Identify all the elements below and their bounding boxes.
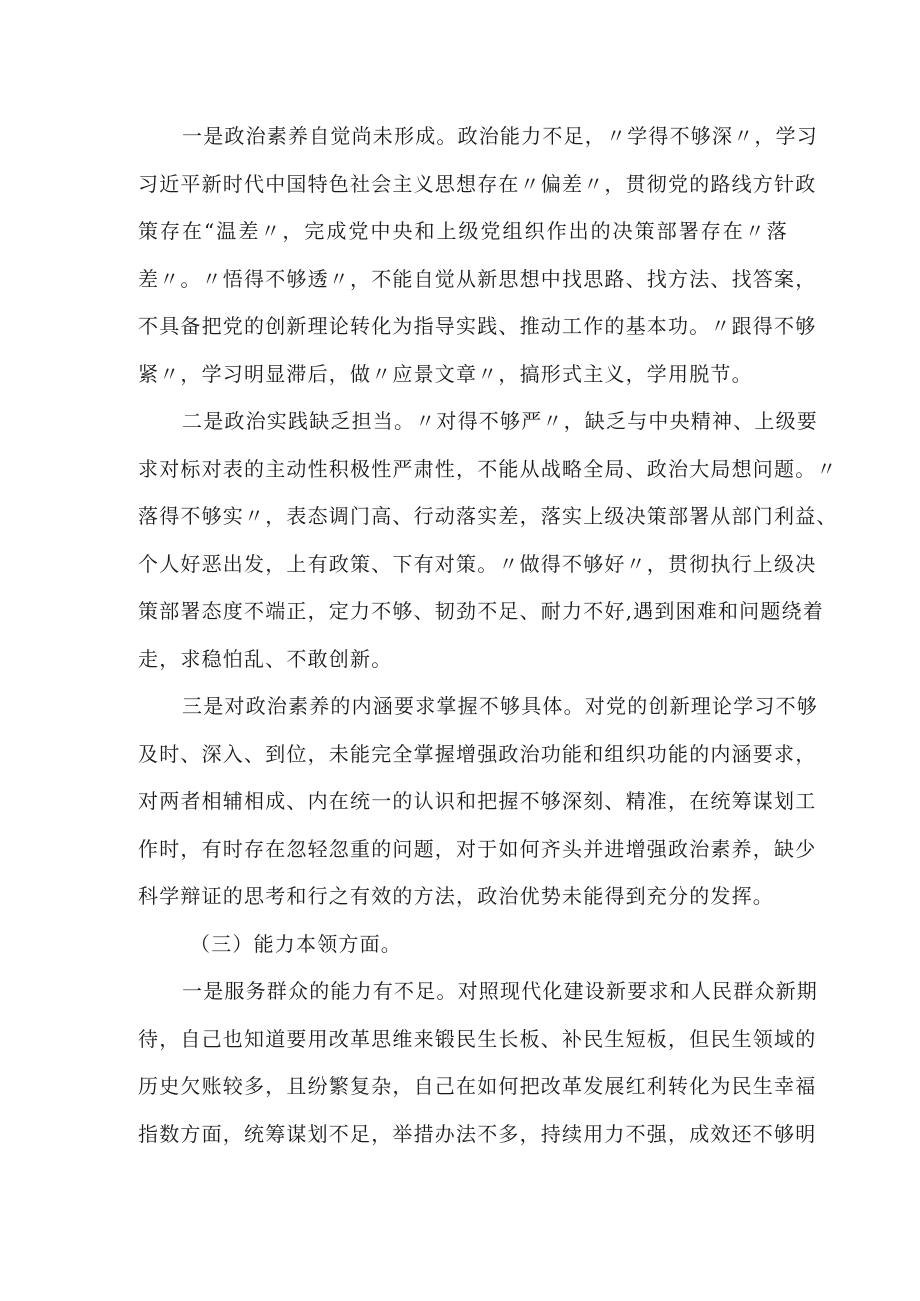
paragraph-line: 个人好恶出发，上有政策、下有对策。〃做得不够好〃，贯彻执行上级决 bbox=[138, 551, 817, 576]
paragraph-line: 三是对政治素养的内涵要求掌握不够具体。对党的创新理论学习不够 bbox=[182, 694, 818, 718]
paragraph-line: 紧〃，学习明显滞后，做〃应景文章〃，搞形式主义，学用脱节。 bbox=[138, 361, 753, 386]
document-body bbox=[138, 113, 838, 1158]
paragraph-line: 作时，有时存在忽轻忽重的问题，对于如何齐头并进增强政治素养，缺少 bbox=[138, 836, 817, 861]
paragraph-line: 对两者相辅相成、内在统一的认识和把握不够深刻、精准，在统筹谋划工 bbox=[138, 789, 817, 813]
paragraph-political-requirements bbox=[138, 683, 818, 921]
paragraph-line: 不具备把党的创新理论转化为指导实践、推动工作的基本功。〃跟得不够 bbox=[138, 314, 817, 338]
paragraph-line: 差〃。〃悟得不够透〃，不能自觉从新思想中找思路、找方法、找答案， bbox=[138, 266, 817, 291]
paragraph-line: 待，自己也知道要用改革思维来锻民生长板、补民生短板，但民生领域的 bbox=[138, 1026, 817, 1051]
paragraph-line: 指数方面，统筹谋划不足，举措办法不多，持续用力不强，成效还不够明 bbox=[138, 1121, 817, 1146]
paragraph-line: 走，求稳怕乱、不敢创新。 bbox=[138, 646, 393, 671]
section-heading: （三）能力本领方面。 bbox=[190, 931, 402, 956]
paragraph-political-practice bbox=[138, 398, 838, 683]
paragraph-line: 落得不够实〃，表态调门高、行动落实差，落实上级决策部署从部门利益、 bbox=[138, 504, 838, 528]
paragraph-line: 习近平新时代中国特色社会主义思想存在〃偏差〃，贯彻党的路线方针政 bbox=[138, 171, 817, 196]
paragraph-line: 一是服务群众的能力有不足。对照现代化建设新要求和人民群众新期 bbox=[182, 979, 818, 1003]
section-heading-ability bbox=[138, 921, 788, 969]
paragraph-line: 一是政治素养自觉尚未形成。政治能力不足，〃学得不够深〃，学习 bbox=[182, 124, 818, 148]
paragraph-line: 求对标对表的主动性积极性严肃性，不能从战略全局、政治大局想问题。〃 bbox=[138, 456, 838, 481]
paragraph-line: 策存在“温差〃，完成党中央和上级党组织作出的决策部署存在〃落 bbox=[138, 219, 788, 243]
paragraph-political-literacy bbox=[138, 113, 818, 398]
paragraph-line: 策部署态度不端正，定力不够、韧劲不足、耐力不好,遇到困难和问题绕着 bbox=[138, 599, 824, 623]
paragraph-service-ability bbox=[138, 968, 818, 1158]
paragraph-line: 及时、深入、到位，未能完全掌握增强政治功能和组织功能的内涵要求， bbox=[138, 741, 817, 766]
paragraph-line: 二是政治实践缺乏担当。〃对得不够严〃，缺乏与中央精神、上级要 bbox=[182, 409, 818, 433]
paragraph-line: 历史欠账较多，且纷繁复杂，自己在如何把改革发展红利转化为民生幸福 bbox=[138, 1074, 817, 1098]
paragraph-line: 科学辩证的思考和行之有效的方法，政治优势未能得到充分的发挥。 bbox=[138, 884, 774, 908]
